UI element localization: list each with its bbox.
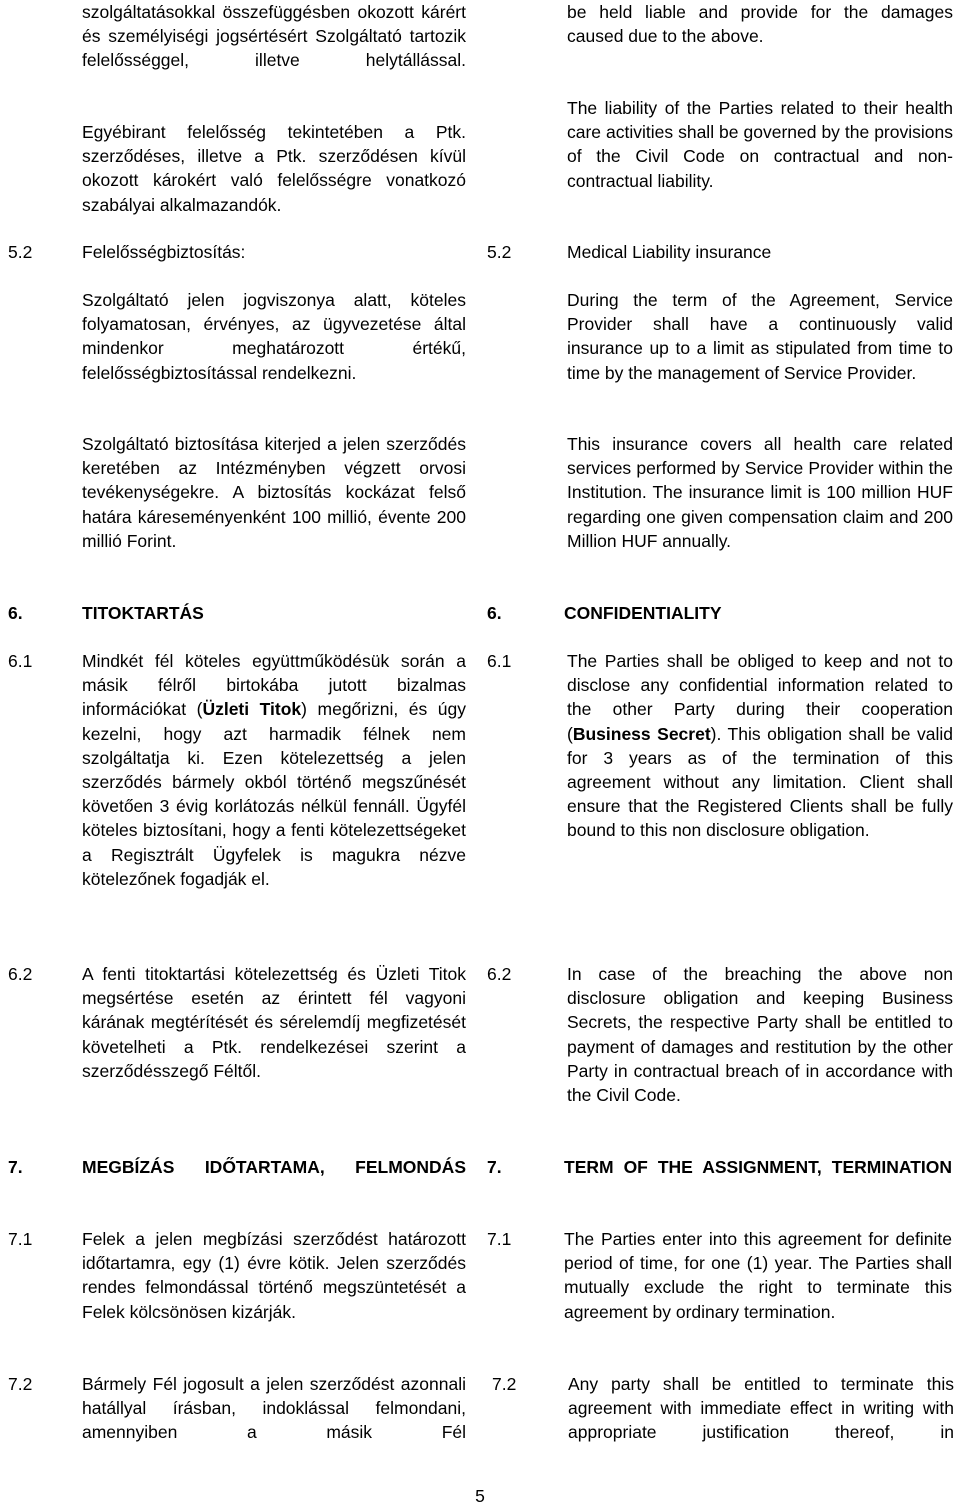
hu-section-6-number: 6.	[8, 603, 23, 623]
en-paragraph-health-care-liability: The liability of the Parties related to their health care activities shall be governed by the provisions of the Civil Code on contractual and non-contractual liability.	[567, 98, 953, 191]
en-section-5-2-title: Medical Liability insurance	[567, 242, 772, 262]
en-section-5-2-paragraph-2: This insurance covers all health care related services performed by Service Provider within the Institution. The insurance limit is 100 million HUF regarding one given compensation claim and 200 Million HUF annually.	[567, 434, 953, 551]
en-section-7-2-paragraph: Any party shall be entitled to terminate this agreement with immediate effect in writing with appropriate justification thereof, in	[568, 1374, 954, 1443]
hu-section-7-number: 7.	[8, 1157, 23, 1177]
hu-section-6-1-text-a: Mindkét fél köteles együttműködésük során a másik félről birtokába jutott bizalmas információkat (	[82, 651, 466, 720]
en-section-7-1-paragraph: The Parties enter into this agreement for definite period of time, for one (1) year. The Parties shall mutually exclude the right to terminate this agreement by ordinary termination.	[564, 1229, 952, 1322]
en-section-6-1-text-b: ). This obligation shall be valid for 3 years as of the termination of this agreement without any limitation. Client shall ensure that the Registered Clients shall be fully bound to this non disclosure obligation.	[567, 723, 953, 841]
en-section-6-title: CONFIDENTIALITY	[564, 603, 722, 623]
en-section-6-2-number: 6.2	[487, 964, 512, 984]
en-section-7-2-number: 7.2	[492, 1374, 517, 1394]
hu-paragraph-liability-cont: szolgáltatásokkal összefüggésben okozott kárért és személyiségi jogsértésért Szolgáltató tartozik felelősséggel, illetve helytállással.	[82, 2, 466, 71]
hu-section-5-2-paragraph-2: Szolgáltató biztosítása kiterjed a jelen szerződés keretében az Intézményben végzett orvosi tevékenységekre. A biztosítás kockázat felső határa káreseményenként 100 millió, évente 200 millió Forint.	[82, 434, 466, 551]
page-number: 5	[475, 1486, 485, 1506]
hu-section-6-1-text-b: ) megőrizni, és úgy kezelni, hogy azt harmadik félnek nem szolgáltatja ki. Ezen kötelezettség a jelen szerződés bármely okból történő megszűnését követően 3 évig korlátozás nélkül fennáll. Ügyfél köteles biztosítani, hogy a fenti kötelezettségeket a Regisztrált Ügyfelek is magukra nézve kötelezőnek fogadják el.	[82, 699, 466, 889]
hu-section-6-1-paragraph	[82, 649, 466, 891]
hu-section-7-title: MEGBÍZÁS IDŐTARTAMA, FELMONDÁS	[82, 1157, 466, 1177]
en-section-6-1-bold-term: Business Secret	[572, 723, 711, 744]
hu-section-6-2-number: 6.2	[8, 964, 33, 984]
en-section-6-2-paragraph: In case of the breaching the above non disclosure obligation and keeping Business Secrets, the respective Party shall be entitled to payment of damages and restitution by the other Party in contractual breach of in accordance with the Civil Code.	[567, 964, 953, 1106]
en-section-7-title: TERM OF THE ASSIGNMENT, TERMINATION	[564, 1157, 952, 1177]
hu-section-5-2-paragraph-1: Szolgáltató jelen jogviszonya alatt, köteles folyamatosan, érvényes, az ügyvezetése által mindenkor meghatározott értékű, felelősségbiztosítással rendelkezni.	[82, 290, 466, 383]
hu-section-7-1-number: 7.1	[8, 1229, 33, 1249]
hu-section-6-title: TITOKTARTÁS	[82, 603, 204, 623]
hu-section-7-1-paragraph: Felek a jelen megbízási szerződést határozott időtartamra, egy (1) évre kötik. Jelen szerződés rendes felmondással történő megszüntetését a Felek kölcsönösen kizárják.	[82, 1229, 466, 1322]
en-section-7-1-number: 7.1	[487, 1229, 512, 1249]
hu-section-6-1-number: 6.1	[8, 651, 33, 671]
en-section-6-1-paragraph	[567, 649, 953, 843]
en-section-6-1-text-a: The Parties shall be obliged to keep and not to disclose any confidential information related to the other Party during their cooperation (	[567, 651, 953, 744]
hu-section-5-2-title: Felelősségbiztosítás:	[82, 242, 246, 262]
en-section-5-2-number: 5.2	[487, 242, 512, 262]
hu-section-6-1-bold-term: Üzleti Titok	[202, 699, 302, 720]
hu-section-7-2-number: 7.2	[8, 1374, 33, 1394]
en-section-6-1-number: 6.1	[487, 651, 512, 671]
en-paragraph-liability-cont: be held liable and provide for the damages caused due to the above.	[567, 2, 953, 47]
en-section-7-number: 7.	[487, 1157, 502, 1177]
en-section-5-2-paragraph-1: During the term of the Agreement, Service Provider shall have a continuously valid insurance up to a limit as stipulated from time to time by the management of Service Provider.	[567, 290, 953, 383]
hu-section-6-2-paragraph: A fenti titoktartási kötelezettség és Üzleti Titok megsértése esetén az érintett fél vagyoni kárának megtérítését és sérelemdíj megfizetését követelheti a Ptk. rendelkezései szerint a szerződésszegő Féltől.	[82, 964, 466, 1081]
en-section-6-number: 6.	[487, 603, 502, 623]
hu-paragraph-other-liability: Egyébirant felelősség tekintetében a Ptk. szerződéses, illetve a Ptk. szerződésen kívül okozott károkért való felelősségre vonatkozó szabályai alkalmazandók.	[82, 122, 466, 215]
hu-section-7-2-paragraph: Bármely Fél jogosult a jelen szerződést azonnali hatállyal írásban, indoklással felmondani, amennyiben a másik Fél	[82, 1374, 466, 1443]
hu-section-5-2-number: 5.2	[8, 242, 33, 262]
